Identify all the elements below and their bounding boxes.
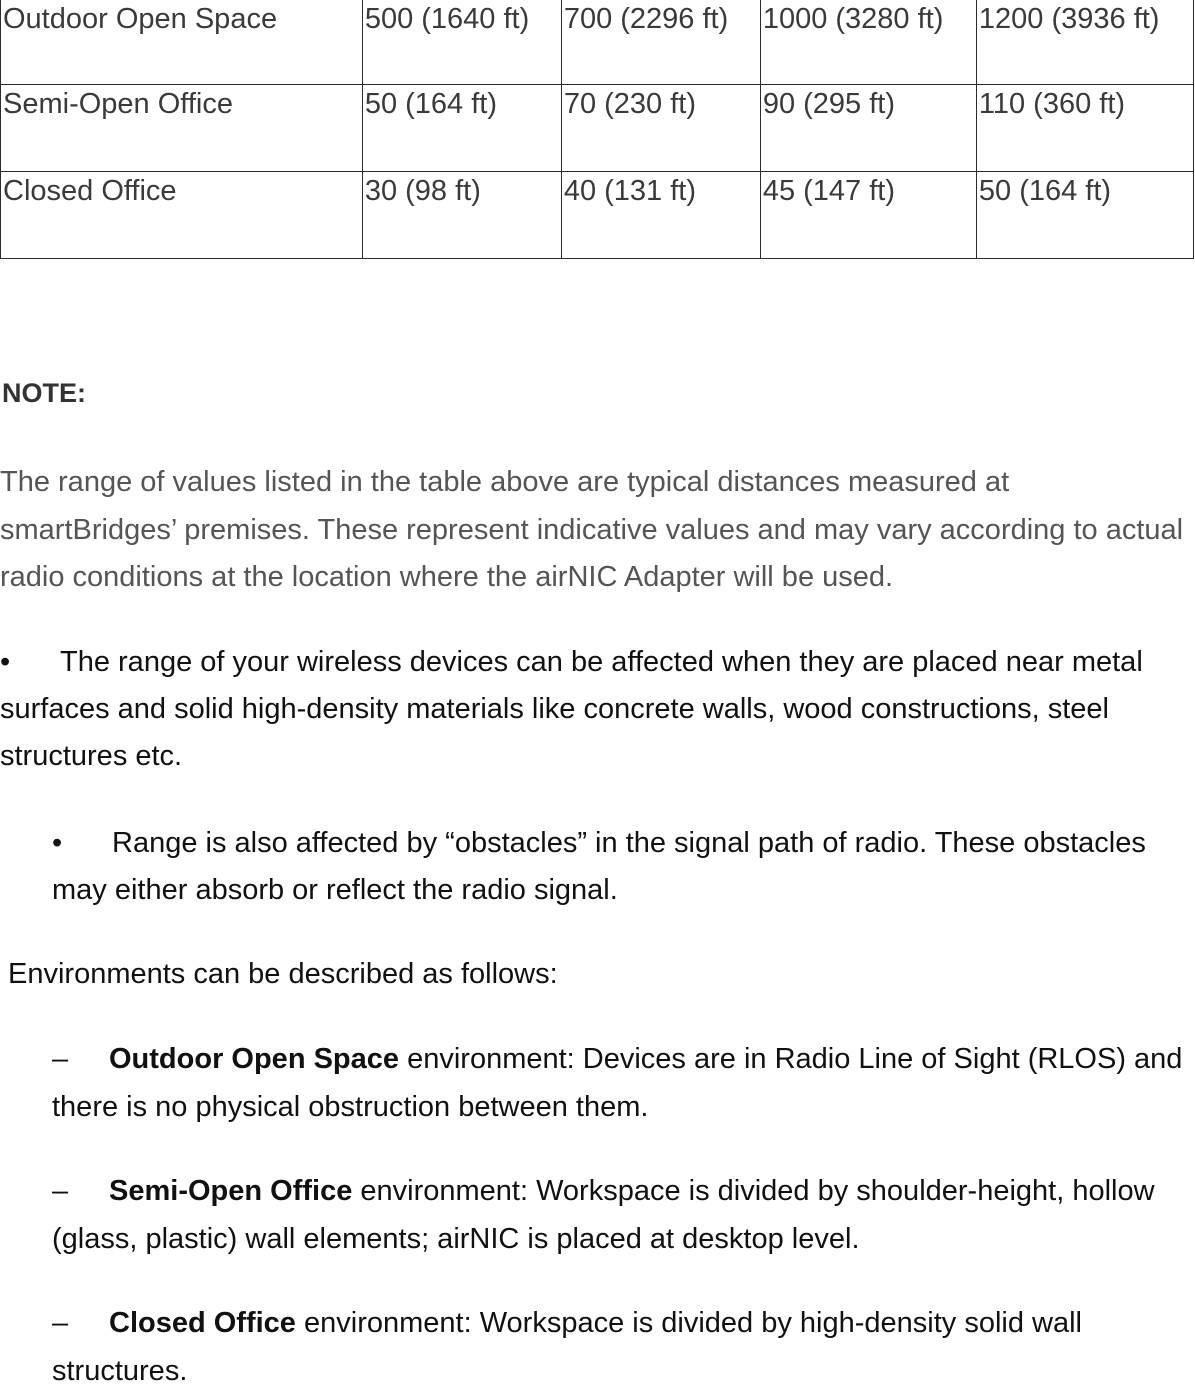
bullet-text: Range is also affected by “obstacles” in the signal path of radio. These obstacles may either absorb or reflect the radio signal. <box>52 827 1146 906</box>
table-cell: 1000 (3280 ft) <box>760 0 976 85</box>
bullet-text: The range of your wireless devices can be affected when they are placed near metal surfaces and solid high-density materials like concrete walls, wood constructions, steel structures etc. <box>0 646 1143 772</box>
table-cell-environment: Outdoor Open Space <box>1 0 363 85</box>
bullet-icon: • <box>0 646 11 678</box>
dash-icon: – <box>52 1043 69 1075</box>
table-row <box>1 172 1194 259</box>
environment-description: environment: Workspace is divided by high-density solid wall structures. <box>52 1307 1082 1387</box>
table-cell-environment: Semi-Open Office <box>1 85 363 172</box>
table-cell: 30 (98 ft) <box>362 172 561 259</box>
environment-term: Closed Office <box>109 1307 296 1339</box>
environment-item-closed <box>52 1299 1187 1395</box>
range-table <box>0 0 1194 259</box>
environments-intro: Environments can be described as follows: <box>8 958 558 990</box>
table-cell-environment: Closed Office <box>1 172 363 259</box>
table-cell: 40 (131 ft) <box>561 172 760 259</box>
table-row <box>1 0 1194 85</box>
table-cell: 50 (164 ft) <box>362 85 561 172</box>
table-row <box>1 85 1194 172</box>
table-cell: 1200 (3936 ft) <box>976 0 1193 85</box>
bullet-item <box>0 639 1190 780</box>
environment-item-semi-open <box>52 1167 1187 1263</box>
note-heading: NOTE: <box>2 378 86 408</box>
table-cell: 70 (230 ft) <box>561 85 760 172</box>
dash-icon: – <box>52 1175 69 1207</box>
table-cell: 50 (164 ft) <box>976 172 1193 259</box>
environment-description: environment: Devices are in Radio Line of Sight (RLOS) and there is no physical obstruction between them. <box>52 1043 1183 1123</box>
table-cell: 90 (295 ft) <box>760 85 976 172</box>
environment-term: Outdoor Open Space <box>109 1043 400 1075</box>
dash-icon: – <box>52 1307 69 1339</box>
note-paragraph: The range of values listed in the table above are typical distances measured at smartBridges’ premises. These represent indicative values and may vary according to actual radio conditions at the location where the airNIC Adapter will be used. <box>0 466 1184 593</box>
table-cell: 45 (147 ft) <box>760 172 976 259</box>
bullet-item <box>52 820 1182 914</box>
environment-description: environment: Workspace is divided by shoulder-height, hollow (glass, plastic) wall elements; airNIC is placed at desktop level. <box>52 1175 1155 1255</box>
table-cell: 700 (2296 ft) <box>561 0 760 85</box>
table-cell: 500 (1640 ft) <box>362 0 561 85</box>
bullet-icon: • <box>52 827 63 859</box>
environment-term: Semi-Open Office <box>109 1175 353 1207</box>
table-cell: 110 (360 ft) <box>976 85 1193 172</box>
environment-item-outdoor <box>52 1035 1187 1131</box>
